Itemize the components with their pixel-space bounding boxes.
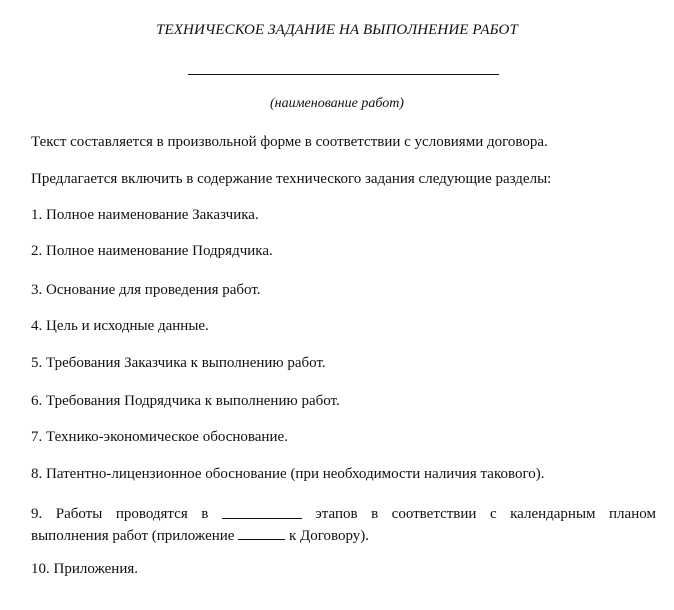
item9-word: соответствии <box>391 506 477 522</box>
section-item-9 <box>31 504 656 547</box>
item9-word: планом <box>609 506 656 522</box>
item9-word: в <box>371 506 379 522</box>
item9-word: проводятся <box>115 506 188 522</box>
item9-word: этапов <box>315 506 358 522</box>
section-item: 3. Основание для проведения работ. <box>31 282 261 298</box>
section-item: 10. Приложения. <box>31 561 138 577</box>
item9-word: в <box>201 506 209 522</box>
work-name-caption: (наименование работ) <box>270 96 404 111</box>
section-item-9-line-1 <box>31 504 656 525</box>
item9-word: календарным <box>510 506 596 522</box>
section-item: 5. Требования Заказчика к выполнению работ. <box>31 355 326 371</box>
intro-paragraph: Текст составляется в произвольной форме в соответствии с условиями договора. <box>31 134 548 150</box>
item9-text-before: выполнения работ (приложение <box>31 528 235 544</box>
work-name-blank-line <box>188 74 499 75</box>
item9-text-after: к Договору). <box>288 528 370 544</box>
item9-word: с <box>489 506 497 522</box>
item9-word: Работы <box>55 506 103 522</box>
stages-count-blank <box>222 504 302 519</box>
item9-word: 9. <box>31 506 43 522</box>
section-item: 8. Патентно-лицензионное обоснование (при необходимости наличия такового). <box>31 466 545 482</box>
suggest-paragraph: Предлагается включить в содержание технического задания следующие разделы: <box>31 171 552 187</box>
document-title: ТЕХНИЧЕСКОЕ ЗАДАНИЕ НА ВЫПОЛНЕНИЕ РАБОТ <box>156 22 518 38</box>
section-item-9-line-2 <box>31 525 656 547</box>
appendix-number-blank <box>238 525 285 540</box>
section-item: 6. Требования Подрядчика к выполнению работ. <box>31 393 340 409</box>
section-item: 4. Цель и исходные данные. <box>31 318 209 334</box>
section-item: 2. Полное наименование Подрядчика. <box>31 243 273 259</box>
section-item: 1. Полное наименование Заказчика. <box>31 207 259 223</box>
section-item: 7. Технико-экономическое обоснование. <box>31 429 288 445</box>
